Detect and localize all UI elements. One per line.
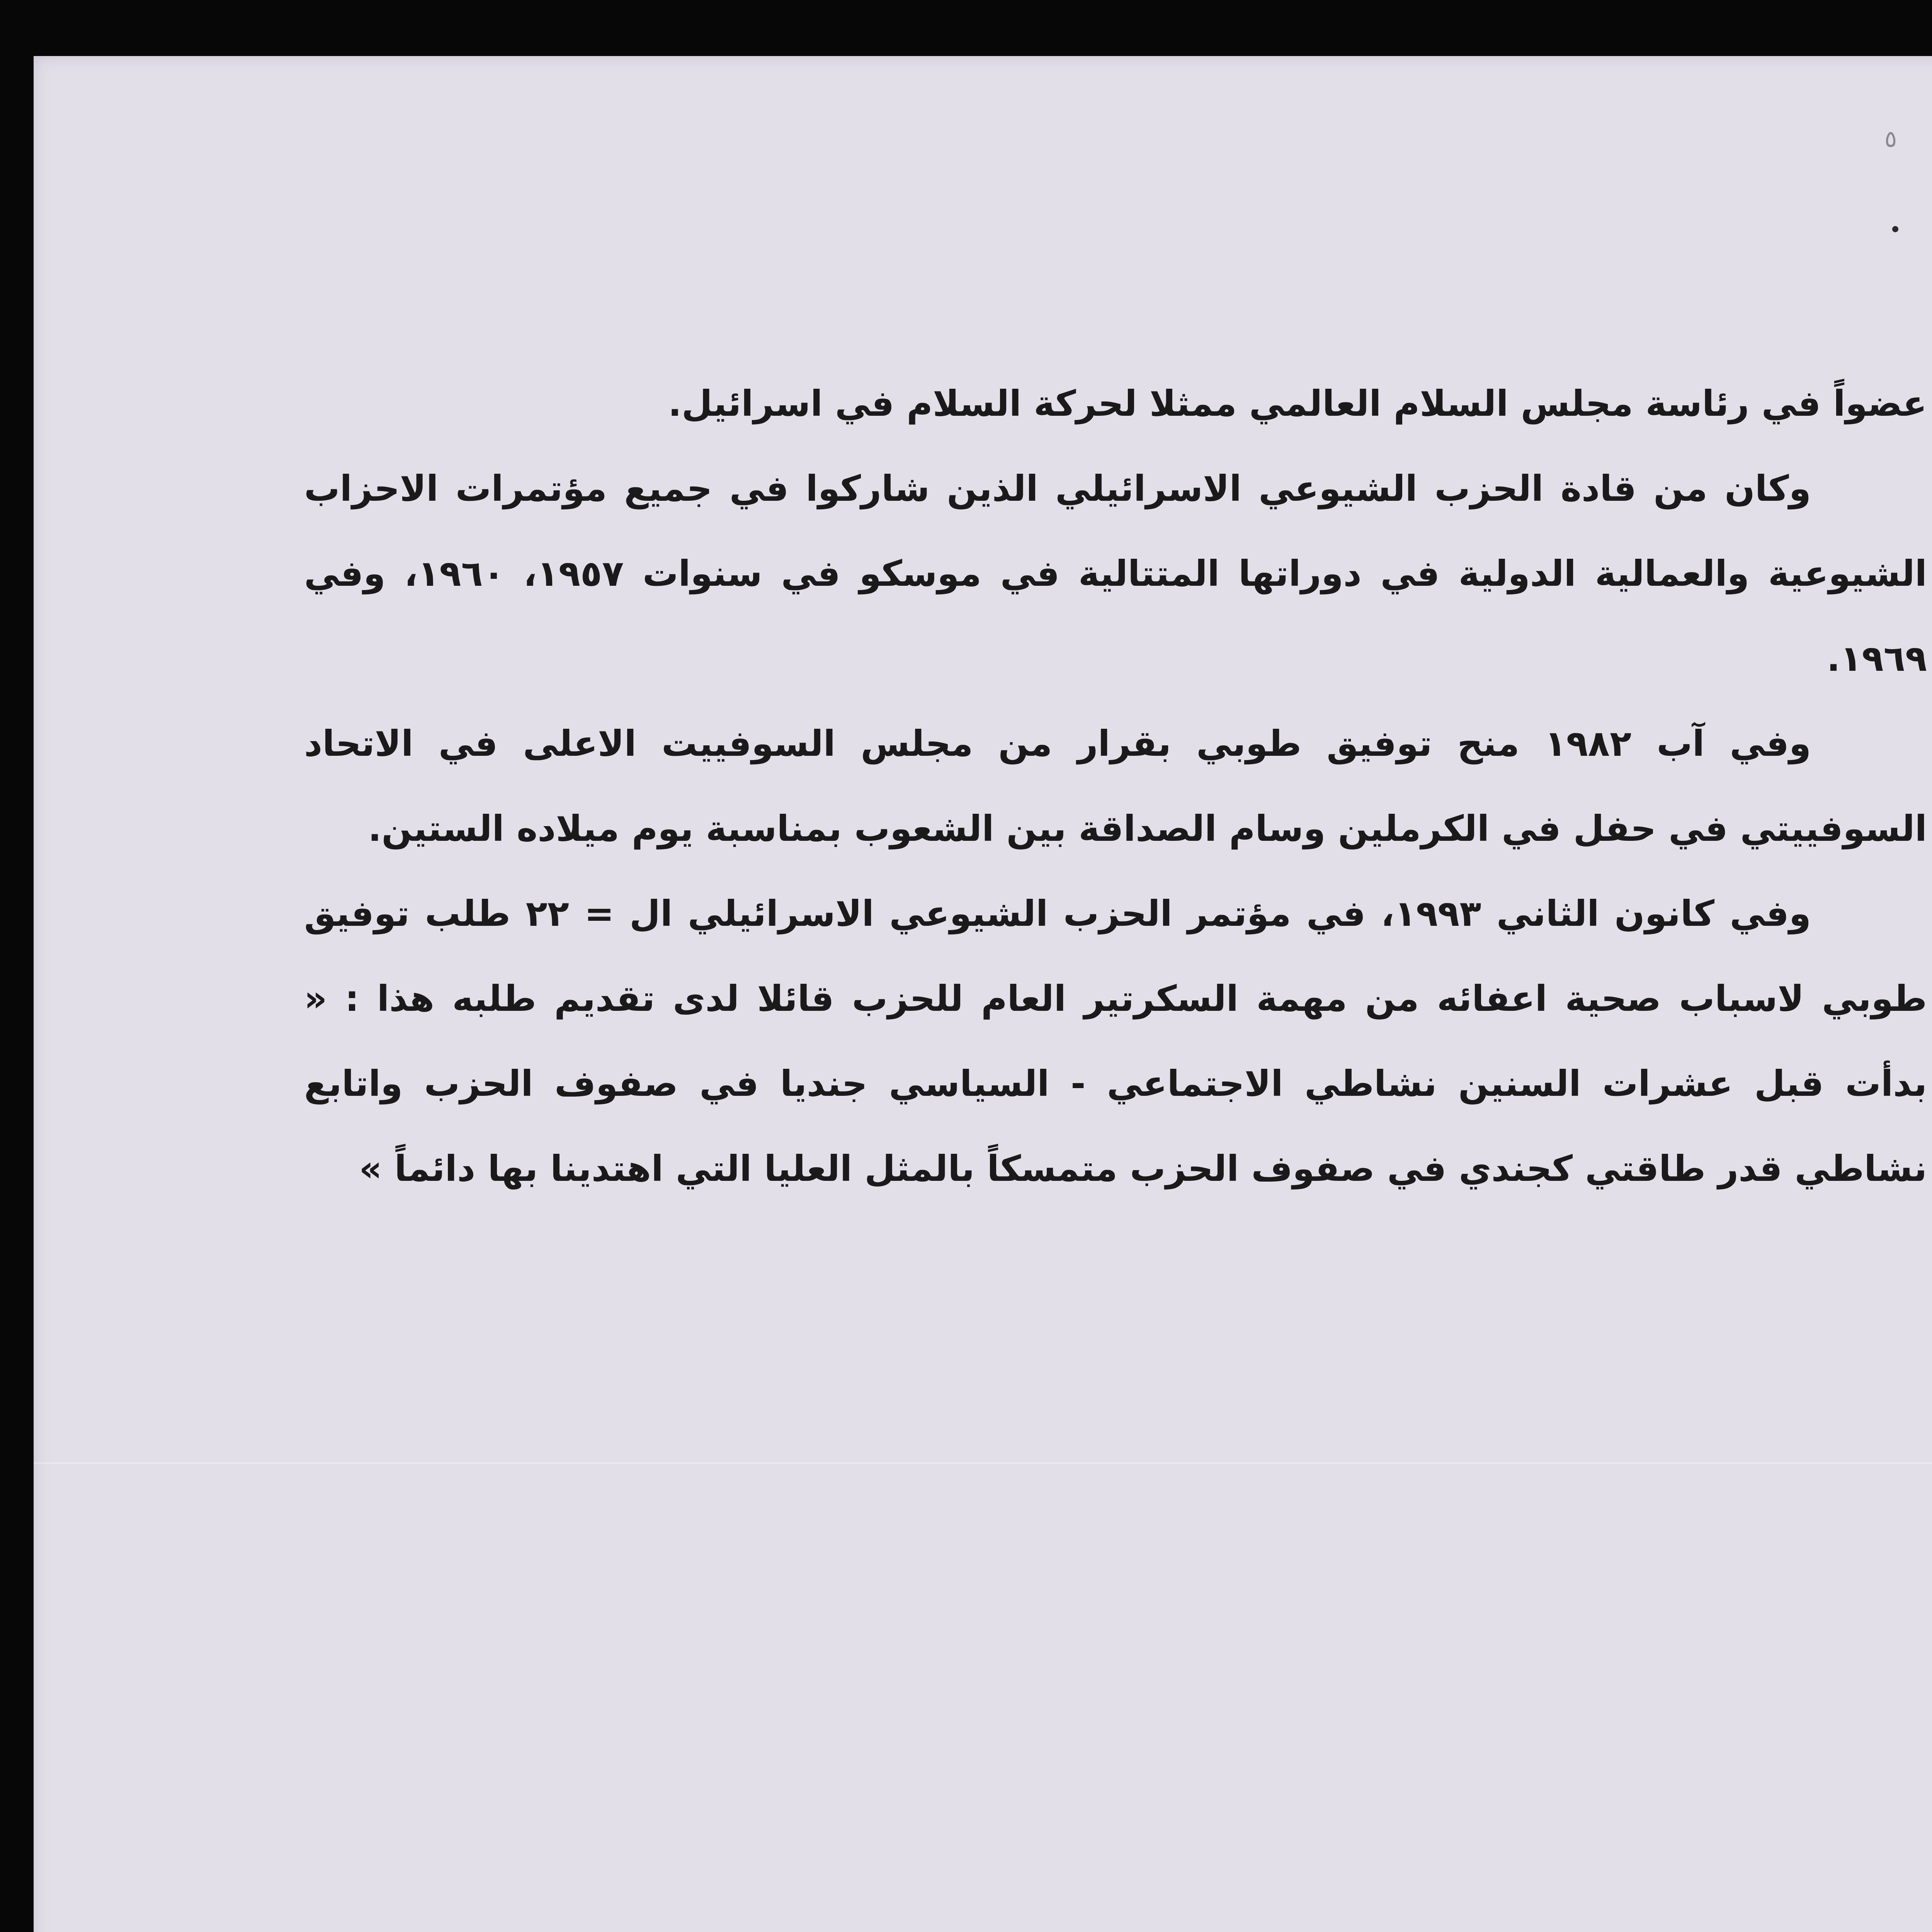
body-text xyxy=(304,361,1927,1211)
paragraph-4: وفي كانون الثاني ١٩٩٣، في مؤتمر الحزب الشيوعي الاسرائيلي ال = ٢٢ طلب توفيق طوبي لاسباب صحية اعفائه من مهمة السكرتير العام للحزب قائلا لدى تقديم طلبه هذا : « بدأت قبل عشرات السنين نشاطي الاجتماعي - السياسي جنديا في صفوف الحزب واتابع نشاطي قدر طاقتي كجندي في صفوف الحزب متمسكاً بالمثل العليا التي اهتدينا بها دائماً » xyxy=(304,893,1927,1189)
paragraph-2: وكان من قادة الحزب الشيوعي الاسرائيلي الذين شاركوا في جميع مؤتمرات الاحزاب الشيوعية والعمالية الدولية في دوراتها المتتالية في موسكو في سنوات ١٩٥٧، ١٩٦٠، وفي ١٩٦٩. xyxy=(304,468,1927,679)
page-number-mark: ٥ xyxy=(1884,126,1897,153)
paragraph-1: عضواً في رئاسة مجلس السلام العالمي ممثلا لحركة السلام في اسرائيل. xyxy=(668,383,1927,424)
document-page xyxy=(34,56,1932,1932)
paper-fold-line xyxy=(34,1463,1932,1464)
paragraph-3: وفي آب ١٩٨٢ منح توفيق طوبي بقرار من مجلس السوفييت الاعلى في الاتحاد السوفييتي في حفل في الكرملين وسام الصداقة بين الشعوب بمناسبة يوم ميلاده الستين. xyxy=(304,723,1927,849)
ink-dot xyxy=(1892,226,1898,232)
